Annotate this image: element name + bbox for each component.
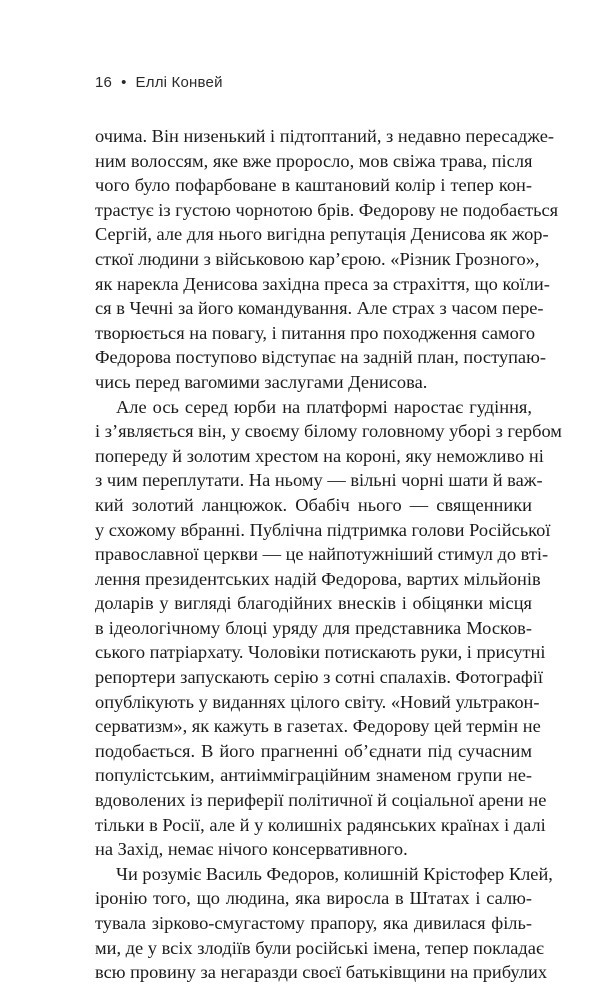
text-line: лення президентських надій Федорова, вартих мільйонів xyxy=(95,568,541,589)
text-line: чого було пофарбоване в каштановий колір і тепер кон- xyxy=(95,175,532,196)
header-separator: • xyxy=(121,74,127,91)
text-line: як нарекла Денисова західна преса за страхіття, що коїли- xyxy=(95,273,550,294)
text-line: Чи розуміє Василь Федоров, колишній Крістофер Клей, xyxy=(116,863,553,884)
author-name: Еллі Конвей xyxy=(135,74,223,91)
text-line: кий золотий ланцюжок. Обабіч нього — священники xyxy=(95,494,532,515)
paragraph xyxy=(95,395,562,862)
text-line: трастує із густою чорнотою брів. Федорову не подобається xyxy=(95,199,559,220)
paragraph xyxy=(95,124,559,395)
text-line: в ідеологічному блоці уряду для представника Москов- xyxy=(95,617,532,638)
text-line: популістським, антиімміграційним знаменом групи не- xyxy=(95,765,532,786)
text-line: ського патріархату. Чоловіки потискають руки, і присутні xyxy=(95,642,546,663)
body-text xyxy=(95,124,562,985)
text-line: репортери запускають серію з сотні спалахів. Фотографії xyxy=(95,667,544,688)
text-line: подобається. В його прагненні об’єднати під сучасним xyxy=(95,740,532,761)
text-line: сткої людини з військовою кар’єрою. «Різник Грозного», xyxy=(95,248,540,269)
text-line: Федорова поступово відступає на задній план, поступаю- xyxy=(95,347,546,368)
text-line: і з’являється він, у своєму білому головному уборі з гербом xyxy=(95,421,562,442)
text-line: Але ось серед юрби на платформі наростає гудіння, xyxy=(116,396,532,417)
text-line: серватизм», як кажуть в газетах. Федорову цей термін не xyxy=(95,716,541,737)
text-line: православної церкви — це найпотужніший стимул до вті- xyxy=(95,544,549,565)
text-line: у схожому вбранні. Публічна підтримка голови Російської xyxy=(95,519,551,540)
text-line: на Захід, немає нічого консервативного. xyxy=(95,839,408,860)
text-line: чись перед вагомими заслугами Денисова. xyxy=(95,371,428,392)
text-line: доларів у вигляді благодійних внесків і обіцянки місця xyxy=(95,593,532,614)
text-line: тувала зірково-смугастому прапору, яка дивилася філь- xyxy=(95,913,532,933)
page-number: 16 xyxy=(95,74,113,91)
text-line: опублікують у виданнях цілого світу. «Новий ультракон- xyxy=(95,691,540,712)
text-line: іронію того, що людина, яка виросла в Штатах і салю- xyxy=(95,888,532,909)
text-line: вдоволених із периферії політичної й соціальної арени не xyxy=(95,790,547,811)
text-line: ми, де у всіх злодіїв були російські імена, тепер покладає xyxy=(95,937,544,958)
text-line: ся в Чечні за його командування. Але страх з часом пере- xyxy=(95,298,544,319)
text-line: всю провину за негаразди своєї батьківщини на прибулих xyxy=(95,962,548,983)
text-line: ним волоссям, яке вже проросло, мов свіжа трава, після xyxy=(95,150,533,171)
paragraph xyxy=(95,862,553,985)
text-line: з чим переплутати. На ньому — вільні чорні шати й важ- xyxy=(95,470,543,491)
text-line: Сергій, але для нього вигідна репутація Денисова як жор- xyxy=(95,224,549,245)
text-line: творюється на повагу, і питання про походження самого xyxy=(95,322,536,343)
text-line: тільки в Росії, але й у колишніх радянських країнах і далі xyxy=(95,814,546,835)
text-line: попереду й золотим хрестом на короні, яку неможливо ні xyxy=(95,445,544,466)
running-header xyxy=(95,74,223,91)
text-line: очима. Він низенький і підтоптаний, з недавно пересадже- xyxy=(95,126,554,146)
